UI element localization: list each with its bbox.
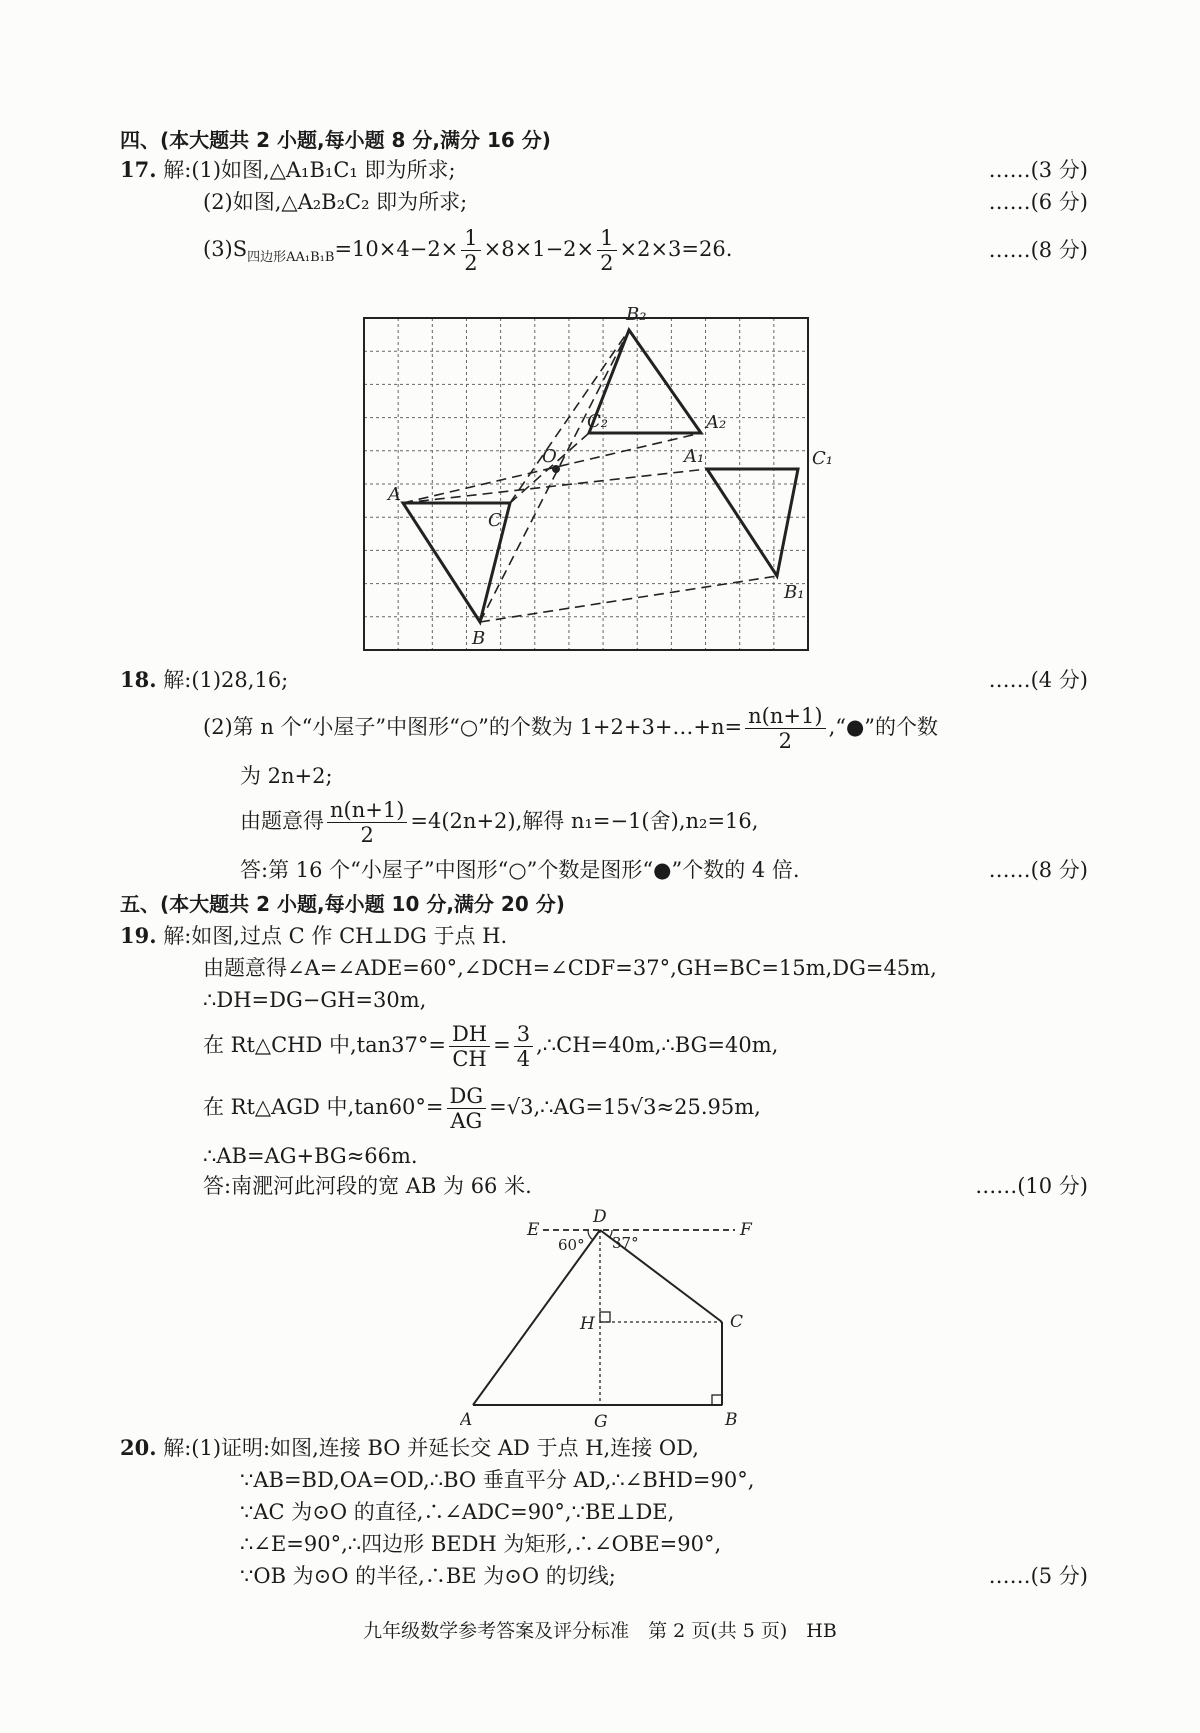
q17-expr-c: ×2×3=26. [619,237,733,261]
label-c1: C₁ [812,448,833,469]
q17-area-subscript: 四边形AA₁B₁B [247,250,335,265]
q18-lead: 解: [163,668,192,692]
q19-line-2: 由题意得∠A=∠ADE=60°,∠DCH=∠CDF=37°,GH=BC=15m,DG=45m, [203,956,937,980]
q18-eq-a: 由题意得 [240,809,324,833]
q19-answer: 答:南淝河此河段的宽 AB 为 66 米. [203,1174,532,1198]
q19-eq-sign: = [493,1033,511,1057]
q19-line-5 [203,1084,761,1133]
q19-fraction-3-4: $\frac{3}{4}$ [514,1022,533,1071]
q19-part1: 解:如图,过点 C 作 CH⊥DG 于点 H. [163,924,508,948]
q19-score: ……(10 分) [975,1174,1088,1198]
angle-60-arc [588,1230,593,1240]
q17-lead: 解: [163,158,192,182]
q17-grid [364,318,808,650]
q19-l4-b: ,∴CH=40m,∴BG=40m, [536,1033,779,1057]
q18-equation-line [240,798,758,847]
q17-number: 17. [120,157,157,182]
triangle-a1b1c1 [707,469,798,576]
q18-line-1 [120,666,288,694]
label-c: C [730,1312,744,1332]
q17-fraction-2: $\frac{1}{2}$ [597,226,616,275]
q19-number: 19. [120,923,157,948]
q20-part1: 解:(1)证明:如图,连接 BO 并延长交 AD 于点 H,连接 OD, [163,1436,699,1460]
q20-line-1 [120,1434,699,1462]
label-c2: C₂ [587,411,608,432]
q18-part1: (1)28,16; [191,668,289,692]
q19-line-1 [120,922,507,950]
q18-part2-cont: 为 2n+2; [240,764,333,788]
q17-grid-figure [340,292,860,672]
right-angle-b [712,1395,722,1405]
label-c: C [488,510,502,531]
q19-line-6: ∴AB=AG+BG≈66m. [203,1144,418,1168]
label-a: A [460,1410,473,1430]
q20-score: ……(5 分) [988,1564,1088,1588]
q18-fraction-1: $\frac{n(n+1)}{2}$ [745,704,825,753]
label-b: B [472,628,486,649]
q20-line-3: ∵AC 为⊙O 的直径,∴∠ADC=90°,∵BE⊥DE, [240,1500,675,1524]
label-h: H [580,1314,595,1334]
page-footer: 九年级数学参考答案及评分标准 第 2 页(共 5 页) HB [363,1620,837,1642]
label-f: F [740,1220,752,1240]
label-a2: A₂ [706,412,727,433]
q20-line-5: ∵OB 为⊙O 的半径,∴BE 为⊙O 的切线; [240,1564,616,1588]
q19-fraction-dg-ag: $\frac{DG}{AG}$ [447,1084,487,1133]
q17-part1: (1)如图,△A₁B₁C₁ 即为所求; [191,158,456,182]
q18-score-1: ……(4 分) [988,668,1088,692]
q19-line-3: ∴DH=DG−GH=30m, [203,988,427,1012]
q18-part2-a: (2)第 n 个“小屋子”中图形“○”的个数为 1+2+3+…+n= [203,715,743,739]
right-angle-h [600,1312,610,1322]
q18-number: 18. [120,667,157,692]
q17-part3 [203,226,732,275]
q19-l5-b: =√3,∴AG=15√3≈25.95m, [489,1095,761,1119]
q19-fraction-dh-ch: $\frac{DH}{CH}$ [449,1022,490,1071]
q18-part2-b: ,“●”的个数 [828,715,939,739]
label-37-degree: 37° [612,1234,639,1252]
q17-expr-a: =10×4−2× [334,237,459,261]
q18-eq-b: =4(2n+2),解得 n₁=−1(舍),n₂=16, [410,809,759,833]
label-g: G [594,1412,608,1430]
q17-area-symbol: (3)S [203,237,248,261]
section-4-title: 四、(本大题共 2 小题,每小题 8 分,满分 16 分) [120,128,551,152]
label-e: E [527,1220,540,1240]
q18-fraction-2: $\frac{n(n+1)}{2}$ [327,798,407,847]
q19-figure-main [460,1205,780,1430]
q17-fraction-1: $\frac{1}{2}$ [461,226,480,275]
q18-part2 [203,704,938,753]
q17-score-1: ……(3 分) [988,158,1088,182]
q20-number: 20. [120,1435,157,1460]
q17-part2: (2)如图,△A₂B₂C₂ 即为所求; [203,190,468,214]
q20-line-2: ∵AB=BD,OA=OD,∴BO 垂直平分 AD,∴∠BHD=90°, [240,1468,755,1492]
q17-dashed-lines [403,330,777,622]
q17-score-2: ……(6 分) [988,190,1088,214]
label-d: D [593,1207,607,1227]
label-60-degree: 60° [558,1236,585,1254]
label-b: B [725,1410,738,1430]
section-5-title: 五、(本大题共 2 小题,每小题 10 分,满分 20 分) [120,892,565,916]
q18-score-2: ……(8 分) [988,858,1088,882]
label-a: A [388,484,401,505]
q17-score-3: ……(8 分) [988,238,1088,262]
q18-answer: 答:第 16 个“小屋子”中图形“○”个数是图形“●”个数的 4 倍. [240,858,800,882]
label-a1: A₁ [684,446,705,467]
q19-line-4 [203,1022,778,1071]
q19-l4-a: 在 Rt△CHD 中,tan37°= [203,1033,446,1057]
q19-l5-a: 在 Rt△AGD 中,tan60°= [203,1095,444,1119]
q17-expr-b: ×8×1−2× [483,237,595,261]
label-o: O [542,446,557,467]
label-b1: B₁ [784,582,805,603]
label-b2: B₂ [626,304,647,325]
q20-line-4: ∴∠E=90°,∴四边形 BEDH 为矩形,∴∠OBE=90°, [240,1532,722,1556]
q17-line-1 [120,156,456,184]
